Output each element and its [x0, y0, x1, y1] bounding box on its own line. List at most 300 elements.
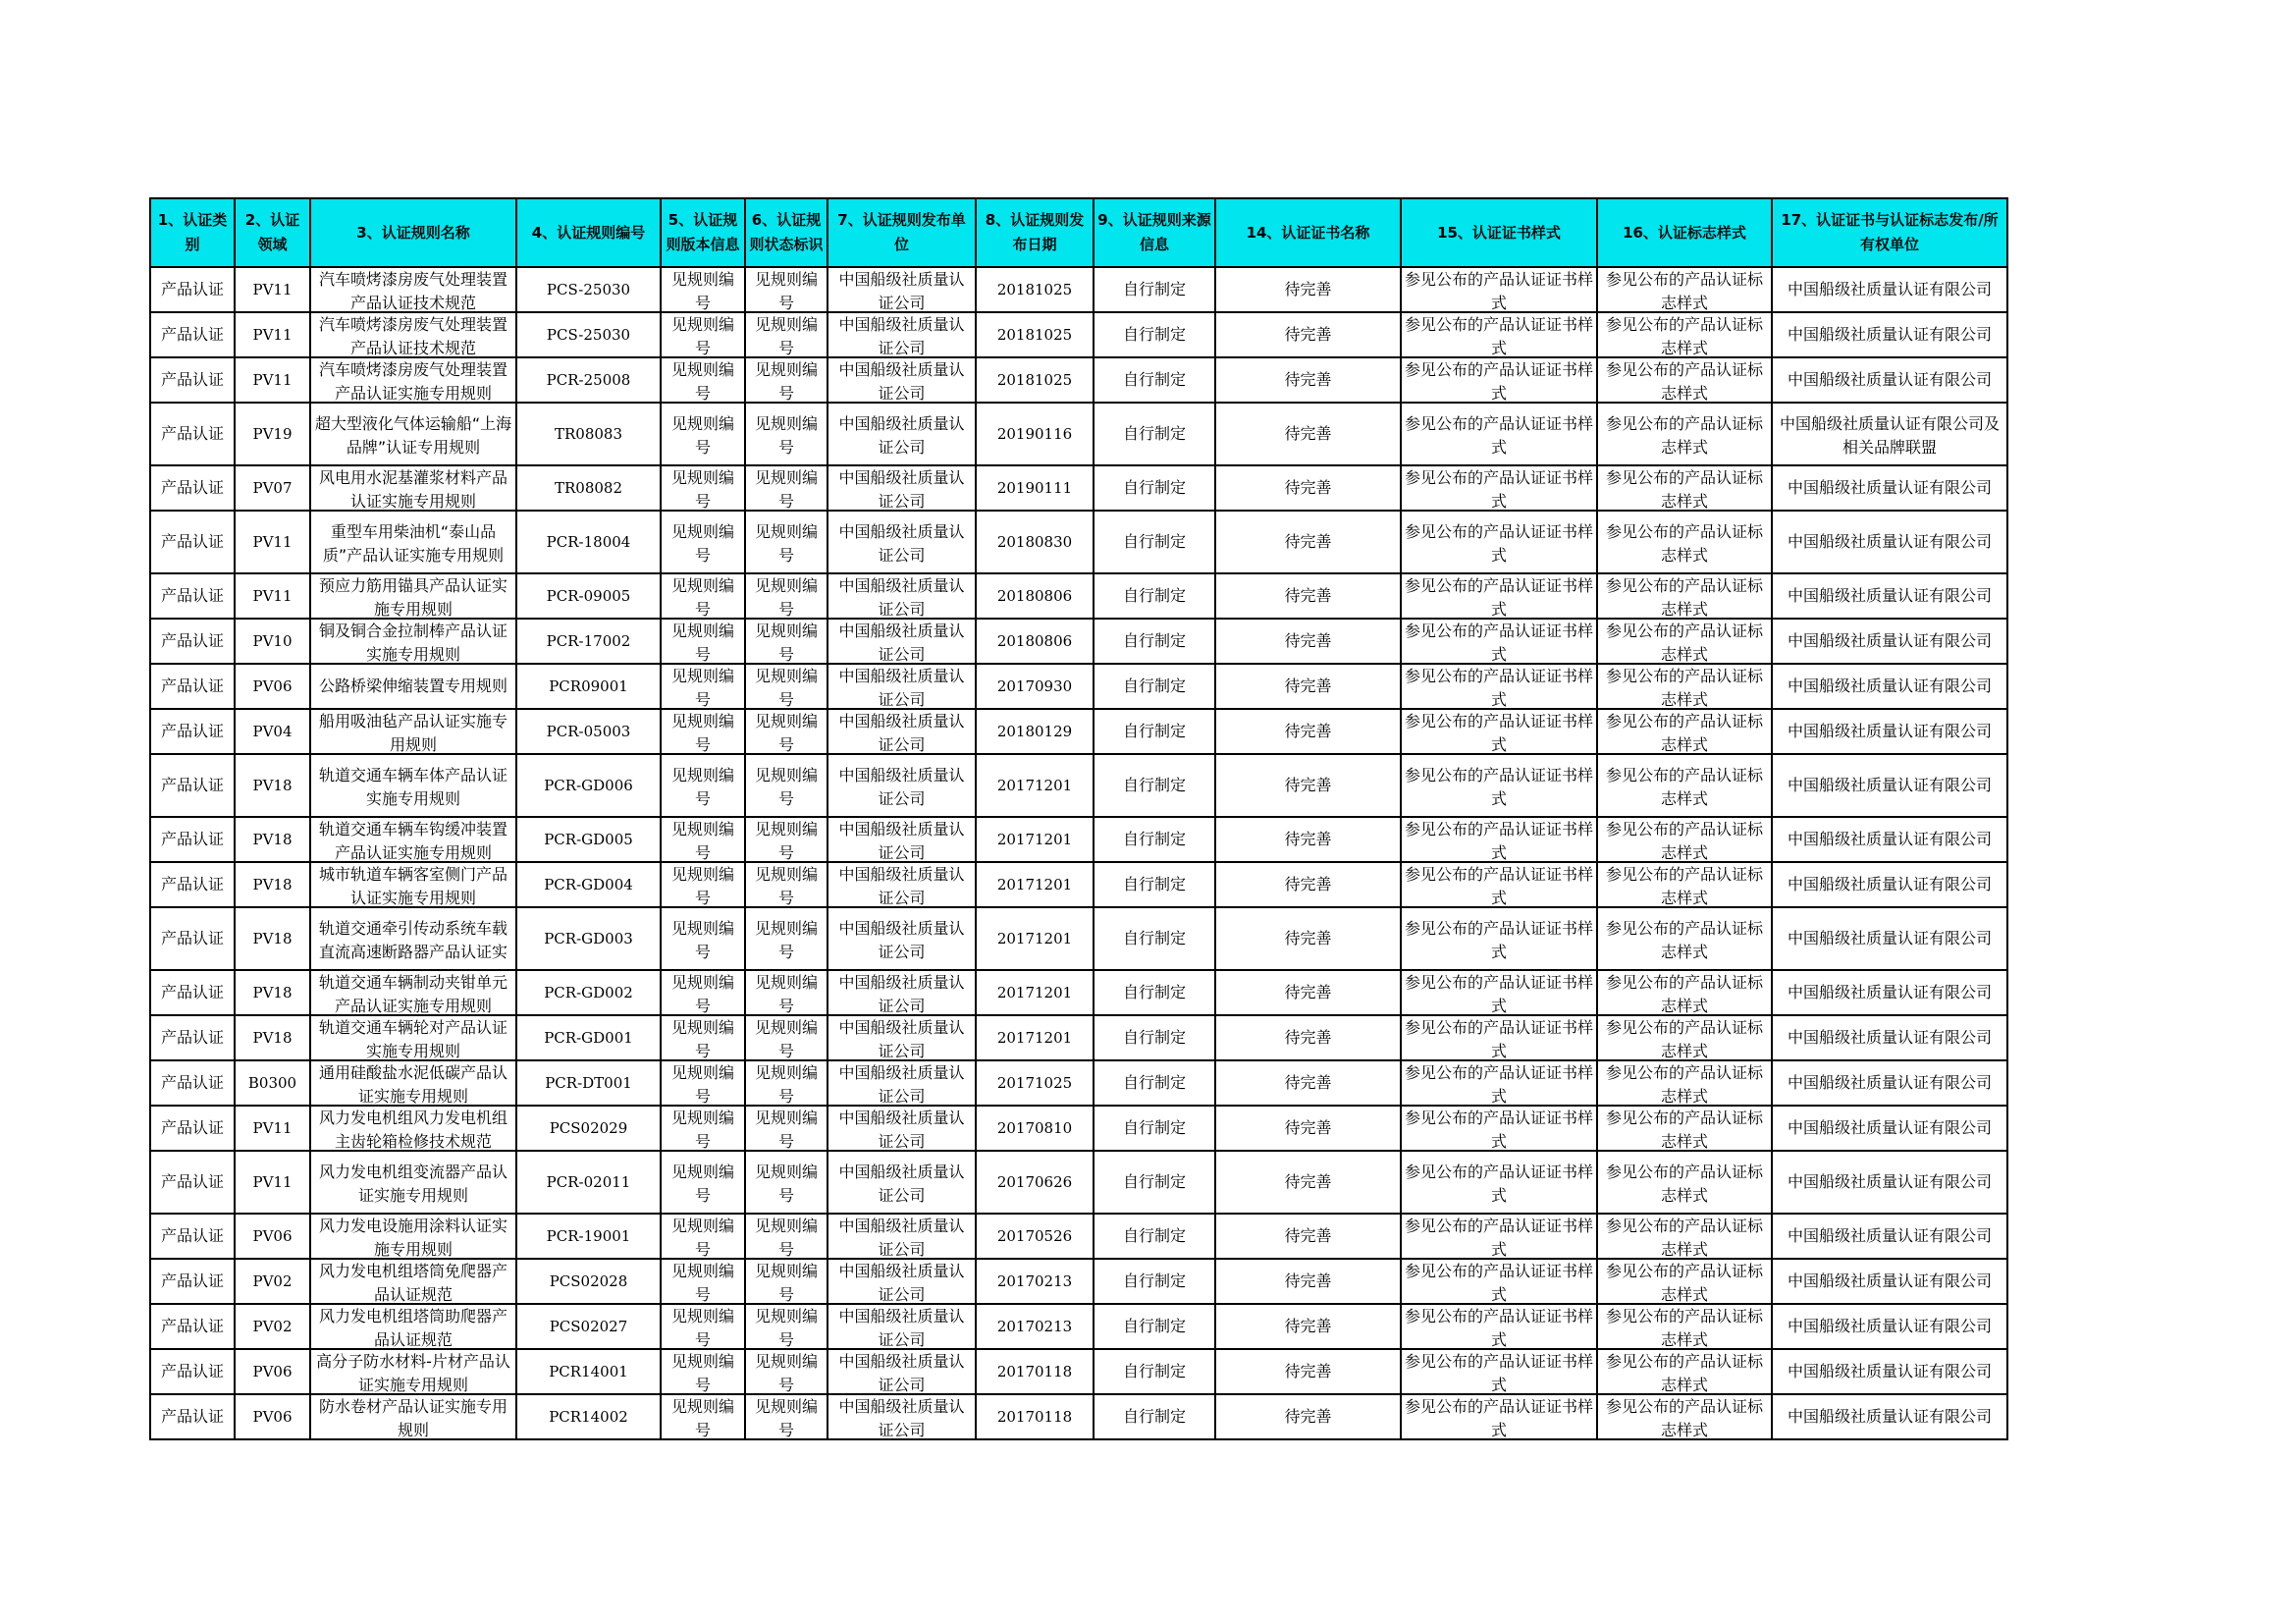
cell-mark-style [1597, 817, 1772, 862]
cell-owner [1772, 862, 2007, 907]
cell-text: 见规则编号 [670, 1307, 734, 1348]
cell-text: 参见公布的产品认证标志样式 [1605, 468, 1763, 510]
cell-certificate-name [1215, 1259, 1401, 1304]
cell-text: 轨道交通牵引传动系统车载直流高速断路器产品认证实 [318, 919, 507, 960]
cell-certificate-style [1401, 573, 1597, 619]
cell-text: 产品认证 [160, 1028, 224, 1047]
column-header: 14、认证证书名称 [1215, 198, 1401, 267]
cell-text: 待完善 [1284, 370, 1332, 389]
cell-certificate-name [1215, 1106, 1401, 1151]
cell-publish-date [976, 1304, 1094, 1349]
cell-publish-date [976, 754, 1094, 817]
cell-text: 见规则编号 [670, 1217, 734, 1258]
cell-owner [1772, 1151, 2007, 1214]
cell-text: PV11 [252, 1119, 293, 1137]
cell-text: 待完善 [1284, 983, 1332, 1001]
cell-text: 轨道交通车辆车钩缓冲装置 产品认证实施专用规则 [318, 820, 507, 861]
cell-publisher [828, 1015, 976, 1060]
cell-text: PV11 [252, 281, 293, 298]
cell-category [150, 817, 235, 862]
cell-text: 产品认证 [160, 532, 224, 551]
cell-text: 参见公布的产品认证证书样式 [1405, 766, 1593, 807]
cell-text: 见规则编号 [754, 270, 818, 311]
cell-text: 见规则编号 [670, 622, 734, 663]
cell-text: 产品认证 [160, 478, 224, 497]
cell-version [661, 573, 745, 619]
cell-status [745, 970, 828, 1015]
cell-publish-date [976, 312, 1094, 357]
cell-text: 见规则编号 [754, 1018, 818, 1059]
cell-text: 船用吸油毡产品认证实施专用规则 [318, 712, 507, 753]
cell-text: PV07 [252, 479, 293, 497]
cell-rule-name [310, 1106, 516, 1151]
cell-text: 风力发电机组变流器产品认证实施专用规则 [318, 1163, 507, 1204]
cell-text: 参见公布的产品认证标志样式 [1605, 522, 1763, 564]
cell-text: 汽车喷烤漆房废气处理装置产品认证技术规范 [318, 315, 507, 356]
cell-text: 参见公布的产品认证证书样式 [1405, 1397, 1593, 1438]
cell-text: 20171201 [996, 930, 1073, 947]
cell-field [235, 1060, 310, 1106]
cell-version [661, 862, 745, 907]
cell-text: 见规则编号 [754, 865, 818, 906]
cell-text: 见规则编号 [670, 576, 734, 618]
cell-source [1094, 267, 1215, 312]
cell-rule-code [516, 1349, 661, 1394]
cell-owner [1772, 573, 2007, 619]
table-row [150, 312, 2007, 357]
cell-certificate-name [1215, 1151, 1401, 1214]
cell-owner [1772, 312, 2007, 357]
column-header: 1、认证类别 [150, 198, 235, 267]
cell-text: PV11 [252, 587, 293, 605]
cell-certificate-name [1215, 312, 1401, 357]
cell-version [661, 664, 745, 709]
cell-category [150, 1015, 235, 1060]
cell-source [1094, 817, 1215, 862]
cell-text: 产品认证 [160, 370, 224, 389]
cell-text: 高分子防水材料-片材产品认证实施专用规则 [316, 1352, 510, 1393]
cell-status [745, 1349, 828, 1394]
table-row [150, 357, 2007, 403]
cell-version [661, 1015, 745, 1060]
table-body [150, 267, 2007, 1439]
cell-text: 见规则编号 [754, 667, 818, 708]
cell-text: 见规则编号 [754, 360, 818, 402]
cell-certificate-name [1215, 403, 1401, 465]
cell-mark-style [1597, 709, 1772, 754]
cell-owner [1772, 267, 2007, 312]
cell-owner [1772, 709, 2007, 754]
cell-mark-style [1597, 1394, 1772, 1439]
cell-text: 自行制定 [1122, 631, 1186, 650]
cell-rule-code [516, 1060, 661, 1106]
cell-field [235, 465, 310, 511]
cell-text: 自行制定 [1122, 1073, 1186, 1092]
cell-field [235, 970, 310, 1015]
cell-rule-code [516, 970, 661, 1015]
cell-text: 待完善 [1284, 1362, 1332, 1380]
cell-text: 中国船级社质量认证公司 [838, 865, 965, 906]
cell-text: 中国船级社质量认证公司 [838, 712, 965, 753]
cell-certificate-name [1215, 511, 1401, 573]
cell-version [661, 817, 745, 862]
cell-rule-code [516, 907, 661, 970]
cell-mark-style [1597, 907, 1772, 970]
cell-status [745, 664, 828, 709]
cell-rule-name [310, 403, 516, 465]
cell-rule-name [310, 1394, 516, 1439]
cell-status [745, 1214, 828, 1259]
cell-text: 风力发电机组风力发电机组 主齿轮箱检修技术规范 [318, 1109, 507, 1150]
cell-text: PV18 [252, 777, 293, 794]
cell-text: 参见公布的产品认证标志样式 [1605, 1109, 1763, 1150]
cell-text: PCR-DT001 [545, 1074, 632, 1092]
cell-version [661, 1349, 745, 1394]
cell-certificate-name [1215, 1214, 1401, 1259]
cell-text: 中国船级社质量认证有限公司 [1787, 325, 1992, 344]
cell-text: 20171201 [996, 831, 1073, 848]
cell-status [745, 1304, 828, 1349]
cell-text: 中国船级社质量认证公司 [838, 1352, 965, 1393]
cell-source [1094, 907, 1215, 970]
column-header: 7、认证规则发布单位 [828, 198, 976, 267]
cell-category [150, 1106, 235, 1151]
cell-text: 20170118 [996, 1408, 1073, 1426]
cell-rule-code [516, 403, 661, 465]
cell-text: PCR-17002 [546, 632, 631, 650]
cell-mark-style [1597, 1151, 1772, 1214]
cell-text: PCR-GD002 [544, 984, 633, 1001]
cell-owner [1772, 1394, 2007, 1439]
cell-version [661, 907, 745, 970]
cell-text: 待完善 [1284, 280, 1332, 298]
cell-text: PCR-19001 [546, 1227, 631, 1245]
cell-mark-style [1597, 862, 1772, 907]
cell-rule-name [310, 1060, 516, 1106]
column-header: 17、认证证书与认证标志发布/所有权单位 [1772, 198, 2007, 267]
cell-status [745, 465, 828, 511]
cell-text: 见规则编号 [754, 973, 818, 1014]
cell-text: 中国船级社质量认证公司 [838, 270, 965, 311]
cell-rule-name [310, 817, 516, 862]
cell-field [235, 1106, 310, 1151]
cell-text: 待完善 [1284, 631, 1332, 650]
cell-certificate-style [1401, 312, 1597, 357]
cell-category [150, 312, 235, 357]
cell-text: 参见公布的产品认证证书样式 [1405, 865, 1593, 906]
cell-text: 参见公布的产品认证标志样式 [1605, 712, 1763, 753]
cell-text: 参见公布的产品认证证书样式 [1405, 1217, 1593, 1258]
table-row [150, 511, 2007, 573]
cell-mark-style [1597, 511, 1772, 573]
cell-text: 中国船级社质量认证有限公司 [1787, 280, 1992, 298]
cell-text: PV06 [252, 677, 293, 695]
cell-field [235, 1394, 310, 1439]
table-row [150, 1060, 2007, 1106]
cell-text: 产品认证 [160, 1271, 224, 1290]
cell-text: 见规则编号 [754, 1063, 818, 1105]
cell-text: 自行制定 [1122, 875, 1186, 893]
cell-text: PV06 [252, 1227, 293, 1245]
cell-owner [1772, 970, 2007, 1015]
cell-text: 中国船级社质量认证公司 [838, 1397, 965, 1438]
cell-text: 待完善 [1284, 722, 1332, 740]
cell-publish-date [976, 1259, 1094, 1304]
cell-text: 参见公布的产品认证标志样式 [1605, 1262, 1763, 1303]
cell-owner [1772, 1015, 2007, 1060]
cell-text: 中国船级社质量认证有限公司 [1787, 1073, 1992, 1092]
cell-publish-date [976, 709, 1094, 754]
cell-text: 预应力筋用锚具产品认证实施专用规则 [318, 576, 507, 618]
cell-owner [1772, 754, 2007, 817]
cell-text: 自行制定 [1122, 929, 1186, 947]
cell-text: 参见公布的产品认证证书样式 [1405, 414, 1593, 456]
cell-status [745, 754, 828, 817]
cell-rule-code [516, 817, 661, 862]
cell-mark-style [1597, 970, 1772, 1015]
cell-text: PV11 [252, 371, 293, 389]
cell-rule-code [516, 1015, 661, 1060]
cell-field [235, 1151, 310, 1214]
cell-mark-style [1597, 403, 1772, 465]
cell-text: 20181025 [996, 281, 1073, 298]
cell-text: 参见公布的产品认证证书样式 [1405, 270, 1593, 311]
cell-certificate-name [1215, 1015, 1401, 1060]
cell-text: 待完善 [1284, 325, 1332, 344]
cell-source [1094, 357, 1215, 403]
cell-field [235, 1015, 310, 1060]
cell-text: 产品认证 [160, 875, 224, 893]
cell-text: PCR-GD006 [544, 777, 633, 794]
cell-rule-code [516, 1394, 661, 1439]
cell-publisher [828, 1259, 976, 1304]
table-row [150, 1349, 2007, 1394]
cell-text: 见规则编号 [670, 1163, 734, 1204]
cell-text: 见规则编号 [754, 576, 818, 618]
cell-text: 待完善 [1284, 776, 1332, 794]
cell-text: 见规则编号 [670, 865, 734, 906]
cell-publish-date [976, 511, 1094, 573]
cell-version [661, 465, 745, 511]
cell-rule-code [516, 619, 661, 664]
cell-text: 中国船级社质量认证公司 [838, 1109, 965, 1150]
cell-text: 见规则编号 [754, 1352, 818, 1393]
cell-text: 见规则编号 [670, 973, 734, 1014]
cell-category [150, 1259, 235, 1304]
cell-source [1094, 1304, 1215, 1349]
cell-version [661, 267, 745, 312]
cell-text: 20171025 [996, 1074, 1073, 1092]
cell-rule-name [310, 709, 516, 754]
cell-text: 20170118 [996, 1363, 1073, 1380]
cell-certificate-style [1401, 1259, 1597, 1304]
cell-version [661, 1151, 745, 1214]
cell-text: PCR09001 [549, 677, 628, 695]
cell-category [150, 573, 235, 619]
cell-text: PV18 [252, 876, 293, 893]
cell-text: 中国船级社质量认证公司 [838, 766, 965, 807]
cell-status [745, 619, 828, 664]
cell-owner [1772, 1349, 2007, 1394]
cell-text: 见规则编号 [754, 414, 818, 456]
cell-mark-style [1597, 267, 1772, 312]
cell-publish-date [976, 573, 1094, 619]
cell-text: 见规则编号 [754, 1217, 818, 1258]
cell-owner [1772, 403, 2007, 465]
cell-text: 中国船级社质量认证公司 [838, 1063, 965, 1105]
cell-text: 自行制定 [1122, 983, 1186, 1001]
cell-publish-date [976, 1214, 1094, 1259]
cell-text: 产品认证 [160, 676, 224, 695]
cell-field [235, 1349, 310, 1394]
table-row [150, 1214, 2007, 1259]
cell-version [661, 970, 745, 1015]
column-header: 9、认证规则来源信息 [1094, 198, 1215, 267]
cell-source [1094, 1106, 1215, 1151]
cell-publisher [828, 1214, 976, 1259]
column-header: 2、认证领域 [235, 198, 310, 267]
cell-text: 自行制定 [1122, 325, 1186, 344]
cell-text: 产品认证 [160, 1073, 224, 1092]
cell-source [1094, 709, 1215, 754]
cell-source [1094, 1259, 1215, 1304]
cell-version [661, 754, 745, 817]
cell-text: 参见公布的产品认证证书样式 [1405, 667, 1593, 708]
cell-text: PV18 [252, 984, 293, 1001]
cell-version [661, 511, 745, 573]
cell-certificate-name [1215, 817, 1401, 862]
cell-text: 中国船级社质量认证公司 [838, 360, 965, 402]
cell-certificate-name [1215, 1349, 1401, 1394]
cell-owner [1772, 357, 2007, 403]
cell-text: 中国船级社质量认证公司 [838, 919, 965, 960]
cell-mark-style [1597, 357, 1772, 403]
cell-category [150, 267, 235, 312]
cell-text: PV11 [252, 1173, 293, 1191]
cell-certificate-name [1215, 357, 1401, 403]
cell-text: 自行制定 [1122, 532, 1186, 551]
cell-publisher [828, 1349, 976, 1394]
cell-text: PV18 [252, 1029, 293, 1047]
cell-text: 20180129 [996, 723, 1073, 740]
cell-publish-date [976, 664, 1094, 709]
cell-rule-code [516, 573, 661, 619]
cell-category [150, 1349, 235, 1394]
cell-text: 见规则编号 [754, 1109, 818, 1150]
cell-text: 见规则编号 [670, 270, 734, 311]
cell-certificate-style [1401, 1015, 1597, 1060]
cell-text: 见规则编号 [670, 1262, 734, 1303]
cell-version [661, 709, 745, 754]
cell-text: 产品认证 [160, 586, 224, 605]
cell-status [745, 511, 828, 573]
table-row [150, 465, 2007, 511]
cell-version [661, 312, 745, 357]
cell-text: 参见公布的产品认证证书样式 [1405, 622, 1593, 663]
cell-text: 自行制定 [1122, 370, 1186, 389]
certification-rules-table [149, 197, 2008, 1440]
cell-category [150, 357, 235, 403]
cell-source [1094, 1151, 1215, 1214]
cell-status [745, 1060, 828, 1106]
cell-publish-date [976, 970, 1094, 1015]
cell-certificate-style [1401, 709, 1597, 754]
cell-text: 产品认证 [160, 424, 224, 443]
cell-text: 自行制定 [1122, 776, 1186, 794]
cell-text: 自行制定 [1122, 1317, 1186, 1335]
cell-text: PV06 [252, 1408, 293, 1426]
cell-rule-name [310, 664, 516, 709]
table-row [150, 754, 2007, 817]
cell-text: 产品认证 [160, 325, 224, 344]
cell-rule-code [516, 267, 661, 312]
cell-text: 见规则编号 [670, 1352, 734, 1393]
cell-text: 参见公布的产品认证证书样式 [1405, 1109, 1593, 1150]
cell-publish-date [976, 1349, 1094, 1394]
cell-text: 产品认证 [160, 776, 224, 794]
cell-version [661, 1106, 745, 1151]
cell-certificate-style [1401, 1394, 1597, 1439]
cell-text: 待完善 [1284, 1226, 1332, 1245]
cell-text: 参见公布的产品认证标志样式 [1605, 667, 1763, 708]
cell-rule-code [516, 1106, 661, 1151]
cell-text: 参见公布的产品认证证书样式 [1405, 1063, 1593, 1105]
cell-certificate-name [1215, 907, 1401, 970]
cell-text: 见规则编号 [670, 766, 734, 807]
cell-text: 中国船级社质量认证有限公司 [1787, 676, 1992, 695]
cell-category [150, 465, 235, 511]
cell-text: 中国船级社质量认证公司 [838, 468, 965, 510]
cell-certificate-style [1401, 754, 1597, 817]
cell-text: 产品认证 [160, 830, 224, 848]
cell-text: 20181025 [996, 371, 1073, 389]
cell-text: 参见公布的产品认证标志样式 [1605, 766, 1763, 807]
cell-publisher [828, 817, 976, 862]
cell-text: 见规则编号 [754, 522, 818, 564]
cell-mark-style [1597, 312, 1772, 357]
cell-text: 铜及铜合金拉制棒产品认证实施专用规则 [318, 622, 507, 663]
cell-publisher [828, 1151, 976, 1214]
cell-field [235, 619, 310, 664]
cell-category [150, 664, 235, 709]
cell-status [745, 1015, 828, 1060]
cell-certificate-style [1401, 664, 1597, 709]
cell-text: PV11 [252, 326, 293, 344]
cell-status [745, 403, 828, 465]
cell-text: PCR14001 [549, 1363, 628, 1380]
cell-field [235, 357, 310, 403]
cell-rule-name [310, 862, 516, 907]
cell-publish-date [976, 267, 1094, 312]
cell-publisher [828, 709, 976, 754]
cell-text: 参见公布的产品认证标志样式 [1605, 1163, 1763, 1204]
cell-publisher [828, 754, 976, 817]
cell-text: 参见公布的产品认证证书样式 [1405, 712, 1593, 753]
cell-text: 见规则编号 [670, 1063, 734, 1105]
cell-publisher [828, 573, 976, 619]
cell-status [745, 1259, 828, 1304]
table-row [150, 619, 2007, 664]
cell-mark-style [1597, 1259, 1772, 1304]
cell-text: PCS-25030 [546, 326, 631, 344]
cell-text: PCR-25008 [546, 371, 631, 389]
cell-text: 自行制定 [1122, 1271, 1186, 1290]
cell-text: 自行制定 [1122, 1362, 1186, 1380]
cell-certificate-name [1215, 664, 1401, 709]
cell-text: 见规则编号 [754, 1262, 818, 1303]
cell-text: 20170810 [996, 1119, 1073, 1137]
cell-publisher [828, 862, 976, 907]
